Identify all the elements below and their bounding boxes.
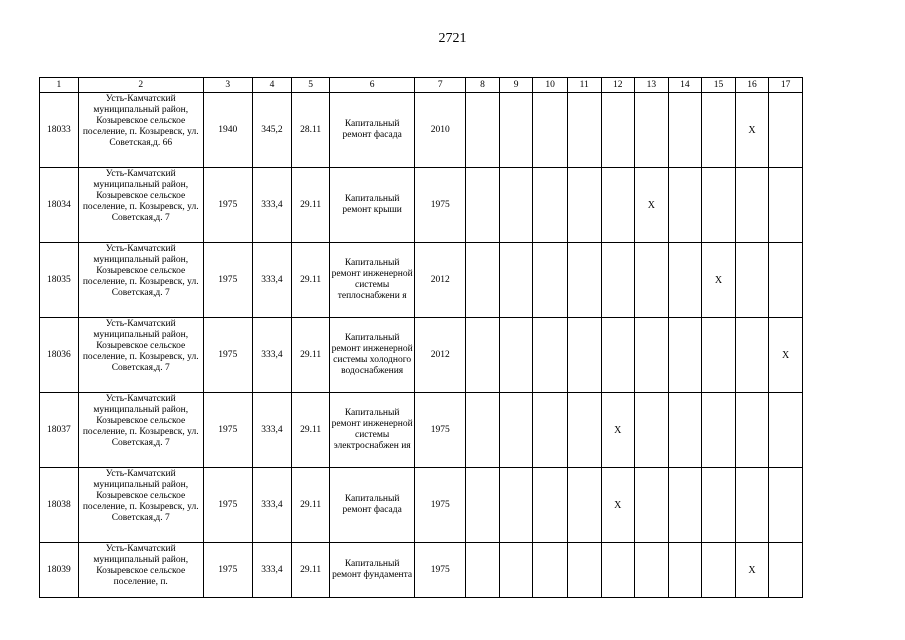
mark-cell-col-14 — [668, 543, 702, 598]
mark-cell-col-9 — [499, 468, 533, 543]
mark-cell-col-11 — [567, 318, 601, 393]
column-header: 3 — [203, 78, 252, 93]
mark-cell-col-8 — [466, 93, 500, 168]
mark-cell-col-11 — [567, 243, 601, 318]
work-type-cell: Капитальный ремонт фасада — [329, 93, 414, 168]
column-header: 6 — [329, 78, 414, 93]
work-type-cell: Капитальный ремонт инженерной системы теплоснабжени я — [329, 243, 414, 318]
mark-cell-col-8 — [466, 468, 500, 543]
header-row — [40, 78, 803, 93]
table-row — [40, 468, 803, 543]
mark-cell-col-10 — [533, 468, 568, 543]
address-cell: Усть-Камчатский муниципальный район, Козыревское сельское поселение, п. Козыревск, ул. Советская,д. 7 — [78, 318, 203, 393]
work-type-cell: Капитальный ремонт фасада — [329, 468, 414, 543]
column-header: 2 — [78, 78, 203, 93]
work-year-cell: 2012 — [415, 243, 466, 318]
row-id-cell: 18039 — [40, 543, 79, 598]
code-cell: 29.11 — [292, 168, 330, 243]
area-cell: 333,4 — [252, 168, 292, 243]
mark-cell-col-14 — [668, 318, 702, 393]
code-cell: 29.11 — [292, 393, 330, 468]
column-header: 15 — [702, 78, 736, 93]
address-cell: Усть-Камчатский муниципальный район, Козыревское сельское поселение, п. Козыревск, ул. Советская,д. 7 — [78, 393, 203, 468]
work-year-cell: 2010 — [415, 93, 466, 168]
table-body — [40, 93, 803, 598]
mark-cell-col-17 — [769, 243, 803, 318]
mark-cell-col-17 — [769, 468, 803, 543]
page-number: 2721 — [438, 31, 467, 46]
mark-cell-col-10 — [533, 393, 568, 468]
column-header: 1 — [40, 78, 79, 93]
mark-cell-col-16: Х — [735, 543, 769, 598]
row-id-cell: 18033 — [40, 93, 79, 168]
column-header: 17 — [769, 78, 803, 93]
mark-cell-col-11 — [567, 468, 601, 543]
column-header: 5 — [292, 78, 330, 93]
column-header: 9 — [499, 78, 533, 93]
area-cell: 345,2 — [252, 93, 292, 168]
mark-cell-col-16 — [735, 318, 769, 393]
mark-cell-col-10 — [533, 243, 568, 318]
code-cell: 29.11 — [292, 243, 330, 318]
mark-cell-col-9 — [499, 318, 533, 393]
year-built-cell: 1975 — [203, 318, 252, 393]
table-row — [40, 168, 803, 243]
address-cell: Усть-Камчатский муниципальный район, Козыревское сельское поселение, п. Козыревск, ул. Советская,д. 7 — [78, 168, 203, 243]
work-year-cell: 2012 — [415, 318, 466, 393]
code-cell: 29.11 — [292, 543, 330, 598]
work-type-cell: Капитальный ремонт инженерной системы холодного водоснабжения — [329, 318, 414, 393]
work-year-cell: 1975 — [415, 468, 466, 543]
mark-cell-col-8 — [466, 243, 500, 318]
mark-cell-col-12 — [601, 543, 635, 598]
column-header: 11 — [567, 78, 601, 93]
mark-cell-col-9 — [499, 168, 533, 243]
column-header: 13 — [635, 78, 669, 93]
address-cell: Усть-Камчатский муниципальный район, Козыревское сельское поселение, п. Козыревск, ул. Советская,д. 66 — [78, 93, 203, 168]
mark-cell-col-14 — [668, 393, 702, 468]
area-cell: 333,4 — [252, 393, 292, 468]
mark-cell-col-14 — [668, 243, 702, 318]
mark-cell-col-12 — [601, 318, 635, 393]
column-header: 10 — [533, 78, 568, 93]
area-cell: 333,4 — [252, 318, 292, 393]
row-id-cell: 18037 — [40, 393, 79, 468]
area-cell: 333,4 — [252, 543, 292, 598]
table-row — [40, 543, 803, 598]
mark-cell-col-16 — [735, 468, 769, 543]
mark-cell-col-15 — [702, 543, 736, 598]
mark-cell-col-14 — [668, 168, 702, 243]
row-id-cell: 18038 — [40, 468, 79, 543]
mark-cell-col-13 — [635, 468, 669, 543]
area-cell: 333,4 — [252, 243, 292, 318]
mark-cell-col-15: Х — [702, 243, 736, 318]
year-built-cell: 1975 — [203, 243, 252, 318]
mark-cell-col-10 — [533, 168, 568, 243]
mark-cell-col-12: Х — [601, 468, 635, 543]
address-cell: Усть-Камчатский муниципальный район, Козыревское сельское поселение, п. Козыревск, ул. Советская,д. 7 — [78, 243, 203, 318]
mark-cell-col-13 — [635, 93, 669, 168]
mark-cell-col-17 — [769, 168, 803, 243]
column-header: 12 — [601, 78, 635, 93]
year-built-cell: 1975 — [203, 168, 252, 243]
work-year-cell: 1975 — [415, 393, 466, 468]
mark-cell-col-12 — [601, 168, 635, 243]
mark-cell-col-13 — [635, 243, 669, 318]
mark-cell-col-15 — [702, 318, 736, 393]
mark-cell-col-11 — [567, 93, 601, 168]
mark-cell-col-8 — [466, 168, 500, 243]
mark-cell-col-9 — [499, 393, 533, 468]
mark-cell-col-12: Х — [601, 393, 635, 468]
mark-cell-col-17 — [769, 393, 803, 468]
mark-cell-col-11 — [567, 543, 601, 598]
mark-cell-col-16 — [735, 243, 769, 318]
mark-cell-col-15 — [702, 468, 736, 543]
mark-cell-col-10 — [533, 543, 568, 598]
year-built-cell: 1975 — [203, 393, 252, 468]
table-row — [40, 93, 803, 168]
column-header: 4 — [252, 78, 292, 93]
mark-cell-col-14 — [668, 93, 702, 168]
mark-cell-col-8 — [466, 543, 500, 598]
mark-cell-col-10 — [533, 93, 568, 168]
year-built-cell: 1940 — [203, 93, 252, 168]
mark-cell-col-8 — [466, 318, 500, 393]
mark-cell-col-11 — [567, 168, 601, 243]
mark-cell-col-9 — [499, 243, 533, 318]
mark-cell-col-12 — [601, 93, 635, 168]
mark-cell-col-13: Х — [635, 168, 669, 243]
work-type-cell: Капитальный ремонт фундамента — [329, 543, 414, 598]
work-year-cell: 1975 — [415, 543, 466, 598]
table-row — [40, 318, 803, 393]
mark-cell-col-8 — [466, 393, 500, 468]
year-built-cell: 1975 — [203, 468, 252, 543]
mark-cell-col-15 — [702, 393, 736, 468]
address-cell: Усть-Камчатский муниципальный район, Козыревское сельское поселение, п. — [78, 543, 203, 598]
table-row — [40, 393, 803, 468]
table-row — [40, 243, 803, 318]
work-type-cell: Капитальный ремонт крыши — [329, 168, 414, 243]
column-header: 8 — [466, 78, 500, 93]
mark-cell-col-10 — [533, 318, 568, 393]
mark-cell-col-16 — [735, 393, 769, 468]
area-cell: 333,4 — [252, 468, 292, 543]
column-header: 7 — [415, 78, 466, 93]
code-cell: 29.11 — [292, 318, 330, 393]
mark-cell-col-17: Х — [769, 318, 803, 393]
mark-cell-col-16 — [735, 168, 769, 243]
mark-cell-col-11 — [567, 393, 601, 468]
mark-cell-col-17 — [769, 93, 803, 168]
row-id-cell: 18034 — [40, 168, 79, 243]
column-header: 14 — [668, 78, 702, 93]
year-built-cell: 1975 — [203, 543, 252, 598]
register-table — [39, 77, 803, 598]
row-id-cell: 18035 — [40, 243, 79, 318]
mark-cell-col-14 — [668, 468, 702, 543]
mark-cell-col-9 — [499, 93, 533, 168]
mark-cell-col-13 — [635, 393, 669, 468]
address-cell: Усть-Камчатский муниципальный район, Козыревское сельское поселение, п. Козыревск, ул. Советская,д. 7 — [78, 468, 203, 543]
mark-cell-col-17 — [769, 543, 803, 598]
mark-cell-col-15 — [702, 93, 736, 168]
code-cell: 28.11 — [292, 93, 330, 168]
mark-cell-col-15 — [702, 168, 736, 243]
code-cell: 29.11 — [292, 468, 330, 543]
column-header: 16 — [735, 78, 769, 93]
work-year-cell: 1975 — [415, 168, 466, 243]
mark-cell-col-9 — [499, 543, 533, 598]
mark-cell-col-13 — [635, 318, 669, 393]
row-id-cell: 18036 — [40, 318, 79, 393]
mark-cell-col-16: Х — [735, 93, 769, 168]
mark-cell-col-13 — [635, 543, 669, 598]
work-type-cell: Капитальный ремонт инженерной системы электроснабжен ия — [329, 393, 414, 468]
mark-cell-col-12 — [601, 243, 635, 318]
